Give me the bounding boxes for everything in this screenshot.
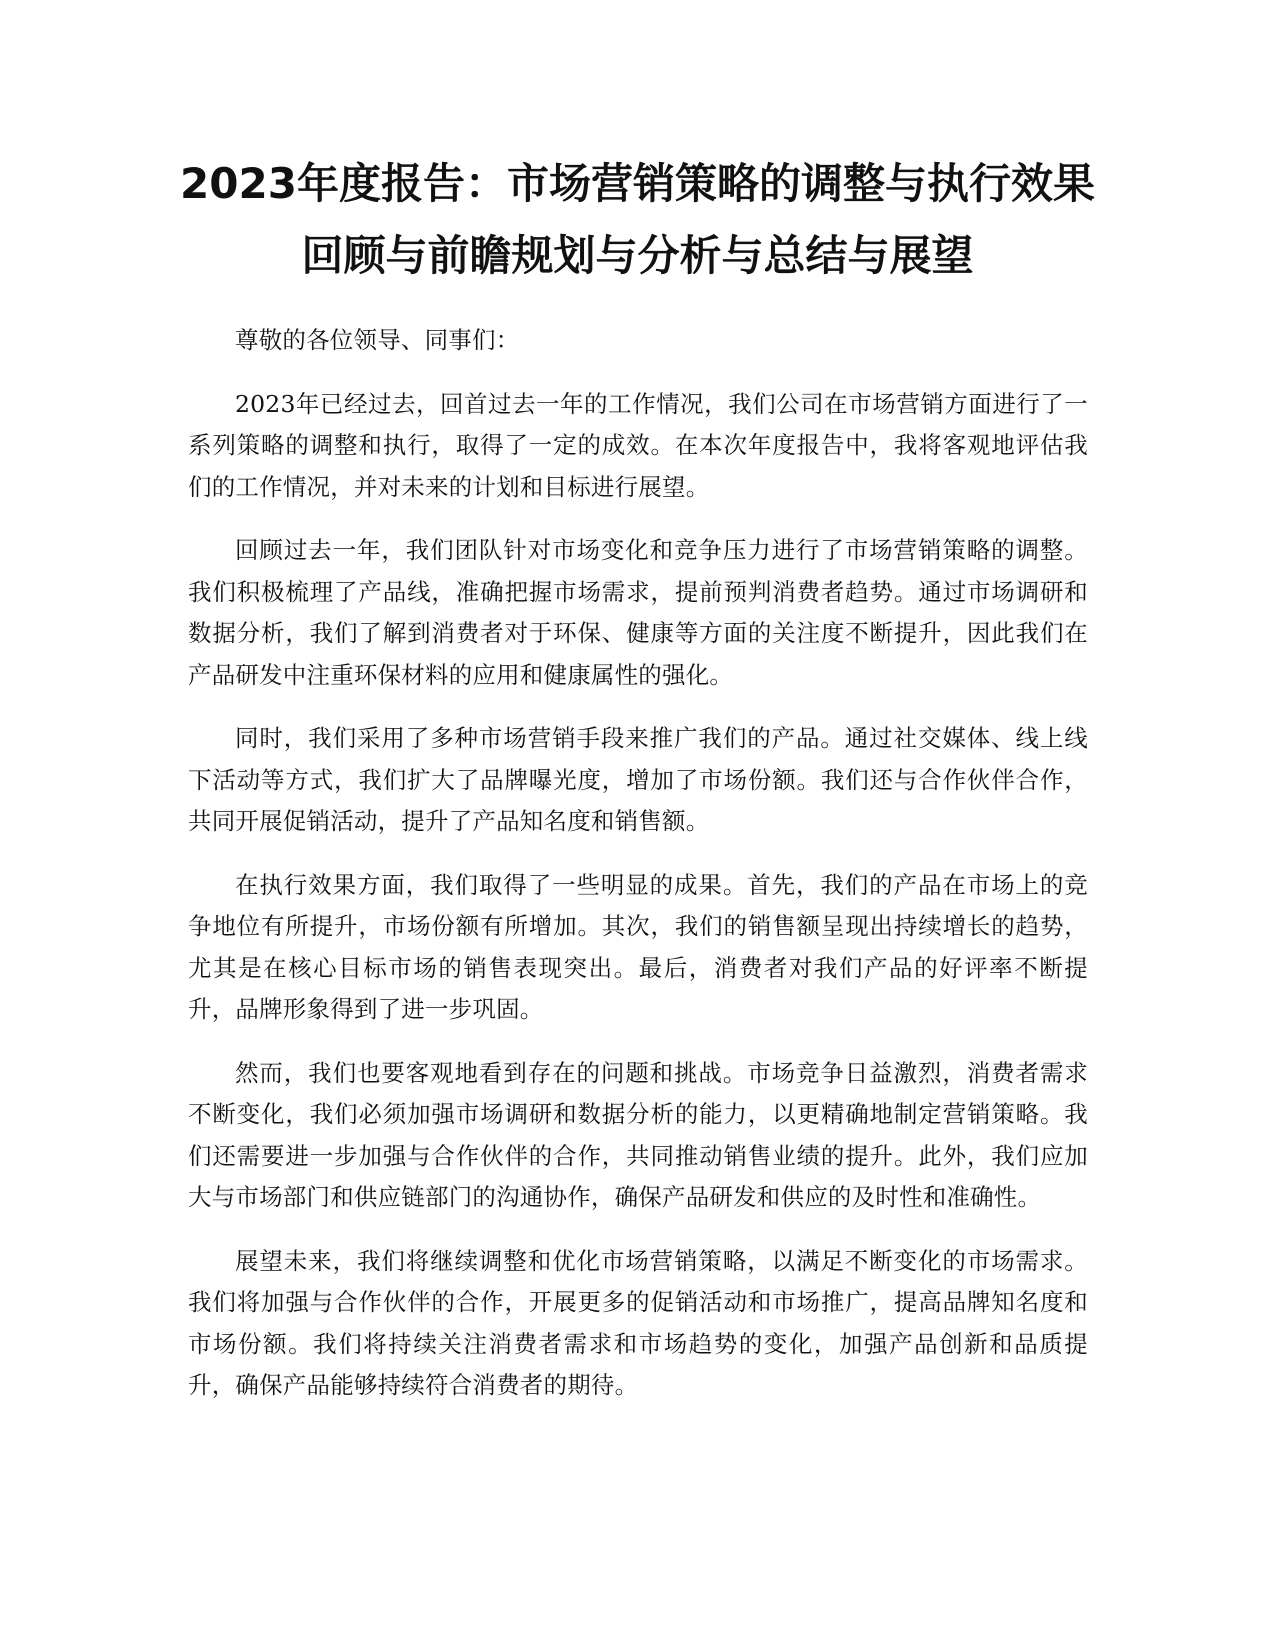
paragraph: 2023年已经过去，回首过去一年的工作情况，我们公司在市场营销方面进行了一系列策略的调整和执行，取得了一定的成效。在本次年度报告中，我将客观地评估我们的工作情况，并对未来的计划和目标进行展望。: [188, 389, 1088, 501]
paragraph: 在执行效果方面，我们取得了一些明显的成果。首先，我们的产品在市场上的竞争地位有所提升，市场份额有所增加。其次，我们的销售额呈现出持续增长的趋势，尤其是在核心目标市场的销售表现突出。最后，消费者对我们产品的好评率不断提升，品牌形象得到了进一步巩固。: [188, 870, 1088, 1023]
paragraph: 展望未来，我们将继续调整和优化市场营销策略，以满足不断变化的市场需求。我们将加强与合作伙伴的合作，开展更多的促销活动和市场推广，提高品牌知名度和市场份额。我们将持续关注消费者需求和市场趋势的变化，加强产品创新和品质提升，确保产品能够持续符合消费者的期待。: [188, 1246, 1088, 1399]
paragraph: 然而，我们也要客观地看到存在的问题和挑战。市场竞争日益激烈，消费者需求不断变化，我们必须加强市场调研和数据分析的能力，以更精确地制定营销策略。我们还需要进一步加强与合作伙伴的合作，共同推动销售业绩的提升。此外，我们应加大与市场部门和供应链部门的沟通协作，确保产品研发和供应的及时性和准确性。: [188, 1058, 1088, 1211]
paragraph-salutation: 尊敬的各位领导、同事们：: [235, 326, 520, 354]
document-title: 2023年度报告：市场营销策略的调整与执行效果回顾与前瞻规划与分析与总结与展望: [180, 159, 1095, 280]
document-body: [188, 320, 1088, 1429]
paragraph: 回顾过去一年，我们团队针对市场变化和竞争压力进行了市场营销策略的调整。我们积极梳理了产品线，准确把握市场需求，提前预判消费者趋势。通过市场调研和数据分析，我们了解到消费者对于环保、健康等方面的关注度不断提升，因此我们在产品研发中注重环保材料的应用和健康属性的强化。: [188, 536, 1088, 689]
paragraph: 同时，我们采用了多种市场营销手段来推广我们的产品。通过社交媒体、线上线下活动等方式，我们扩大了品牌曝光度，增加了市场份额。我们还与合作伙伴合作，共同开展促销活动，提升了产品知名度和销售额。: [188, 724, 1088, 835]
